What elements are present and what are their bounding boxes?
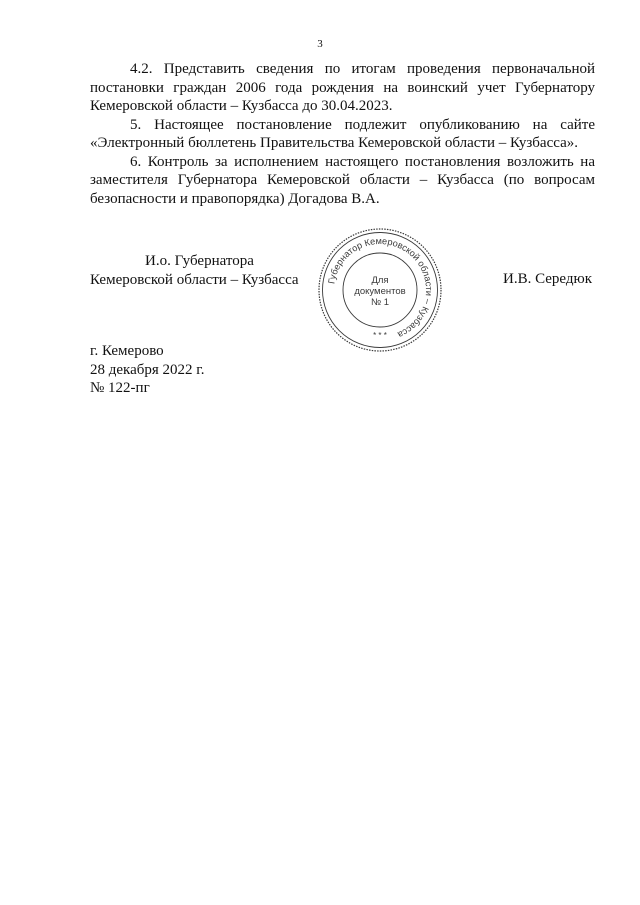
page-number: 3 (317, 38, 323, 50)
document-number: № 122-пг (90, 380, 150, 396)
seal-ring-text: Губернатор Кемеровской области – Кузбасса (326, 235, 435, 341)
seal-center-line1: Для (371, 275, 389, 286)
official-seal (316, 226, 444, 354)
issue-date: 28 декабря 2022 г. (90, 361, 205, 378)
paragraph-4-2: 4.2. Представить сведения по итогам проведения первоначальной постановки граждан 2006 года рождения на воинский учет Губернатору Кемеровской области – Кузбасса до 30.04.2023. (90, 61, 595, 114)
signatory-title (90, 252, 299, 289)
signatory-title-line1: И.о. Губернатора (145, 253, 254, 269)
seal-center-line2: документов (354, 286, 406, 297)
document-footer (90, 342, 205, 398)
paragraph-6: 6. Контроль за исполнением настоящего постановления возложить на заместителя Губернатора Кемеровской области – Кузбасса (по вопросам безопасности и правопорядка) Догадова В.А. (90, 153, 595, 207)
seal-stars: * * * (373, 331, 387, 340)
document-body (90, 60, 595, 208)
signatory-name: И.В. Середюк (503, 271, 593, 287)
place-of-issue: г. Кемерово (90, 343, 164, 359)
seal-center-line3: № 1 (370, 297, 390, 308)
paragraph-5: 5. Настоящее постановление подлежит опубликованию на сайте «Электронный бюллетень Правительства Кемеровской области – Кузбасса». (90, 116, 595, 151)
signatory-title-line2: Кемеровской области – Кузбасса (90, 271, 299, 288)
